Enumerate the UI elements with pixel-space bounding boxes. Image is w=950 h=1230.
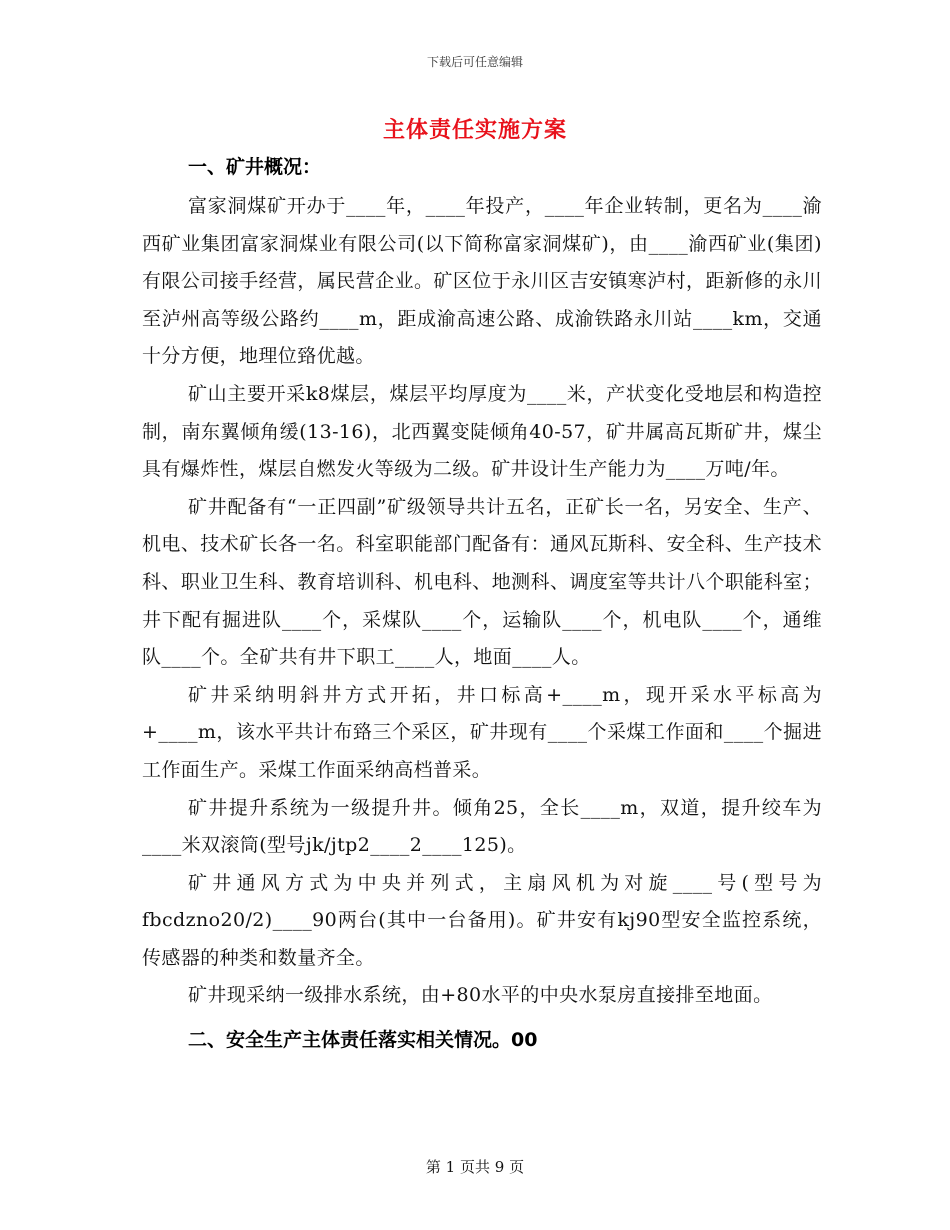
paragraph-overview: 富家洞煤矿开办于____年，____年投产，____年企业转制，更名为____渝西矿业集团富家洞煤业有限公司(以下简称富家洞煤矿)，由____渝西矿业(集团)有限公司接手经营，属民营企业。矿区位于永川区吉安镇寒泸村，距新修的永川至泸州高等级公路约____m，距成渝高速公路、成渝铁路永川站____km，交通十分方便，地理位臵优越。	[142, 195, 822, 368]
paragraph-ventilation: 矿井通风方式为中央并列式，主扇风机为对旋____号(型号为fbcdzno20/2)____90两台(其中一台备用)。矿井安有kj90型安全监控系统，传感器的种类和数量齐全。	[142, 871, 822, 969]
paragraph-coal-seam: 矿山主要开采k8煤层，煤层平均厚度为____米，产状变化受地层和构造控制，南东翼倾角缓(13-16)，北西翼变陡倾角40-57，矿井属高瓦斯矿井，煤尘具有爆炸性，煤层自燃发火等级为二级。矿井设计生产能力为____万吨/年。	[142, 382, 822, 481]
section-heading-1: 一、矿井概况：	[188, 156, 322, 178]
paragraph-staffing: 矿井配备有“一正四副”矿级领导共计五名，正矿长一名，另安全、生产、机电、技术矿长各一名。科室职能部门配备有：通风瓦斯科、安全科、生产技术科、职业卫生科、教育培训科、机电科、地测科、调度室等共计八个职能科室；井下配有掘进队____个，采煤队____个，运输队____个，机电队____个，通维队____个。全矿共有井下职工____人，地面____人。	[142, 495, 822, 669]
document-title: 主体责任实施方案	[382, 118, 567, 143]
section-heading-2: 二、安全生产主体责任落实相关情况。00	[188, 1029, 538, 1052]
page-number: 第 1 页共 9 页	[425, 1158, 525, 1176]
paragraph-hoisting: 矿井提升系统为一级提升井。倾角25，全长____m，双道，提升绞车为____米双滚筒(型号jk/jtp2____2____125)。	[142, 796, 822, 857]
document-body	[142, 150, 822, 1061]
paragraph-drainage: 矿井现采纳一级排水系统，由+80水平的中央水泵房直接排至地面。	[188, 984, 773, 1007]
page-header: 下载后可任意编辑	[426, 55, 523, 69]
paragraph-development: 矿井采纳明斜井方式开拓，井口标高+____m，现开采水平标高为+____m，该水平共计布臵三个采区，矿井现有____个采煤工作面和____个掘进工作面生产。采煤工作面采纳高档普采。	[142, 683, 822, 781]
